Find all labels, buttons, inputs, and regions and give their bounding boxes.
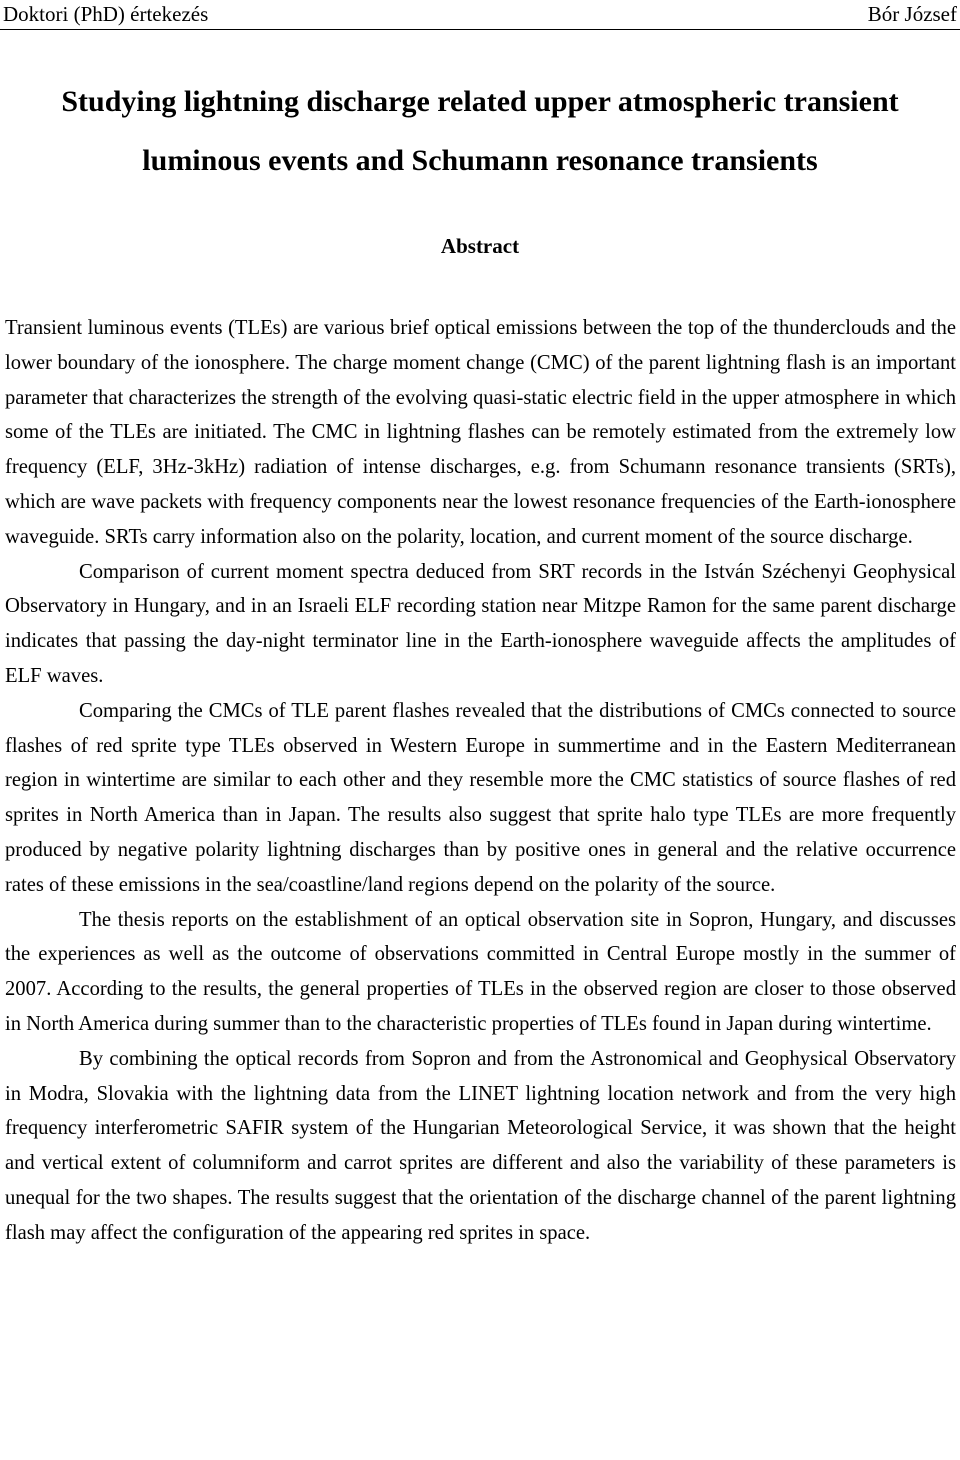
abstract-heading: Abstract [440, 234, 520, 258]
abstract-paragraph-2: Comparison of current moment spectra deduced from SRT records in the István Széchenyi Geophysical Observatory in Hungary, and in an Israeli ELF recording station near Mitzpe Ramon for the same parent discharge indicates that passing the day-night terminator line in the Earth-ionosphere waveguide affects the amplitudes of ELF waves. [5, 560, 956, 687]
abstract-paragraph-5: By combining the optical records from Sopron and from the Astronomical and Geophysical Observatory in Modra, Slovakia with the lightning data from the LINET lightning location network and from the very high frequency interferometric SAFIR system of the Hungarian Meteorological Service, it was shown that the height and vertical extent of columniform and carrot sprites are different and also the variability of these parameters is unequal for the two shapes. The results suggest that the orientation of the discharge channel of the parent lightning flash may affect the configuration of the appearing red sprites in space. [5, 1047, 956, 1244]
abstract-paragraph-1: Transient luminous events (TLEs) are various brief optical emissions between the top of the thunderclouds and the lower boundary of the ionosphere. The charge moment change (CMC) of the parent lightning flash is an important parameter that characterizes the strength of the evolving quasi-static electric field in the upper atmosphere in which some of the TLEs are initiated. The CMC in lightning flashes can be remotely estimated from the extremely low frequency (ELF, 3Hz-3kHz) radiation of intense discharges, e.g. from Schumann resonance transients (SRTs), which are wave packets with frequency components near the lowest resonance frequencies of the Earth-ionosphere waveguide. SRTs carry information also on the polarity, location, and current moment of the source discharge. [5, 317, 956, 548]
abstract-paragraph-3: Comparing the CMCs of TLE parent flashes revealed that the distributions of CMCs connected to source flashes of red sprite type TLEs observed in Western Europe in summertime and in the Eastern Mediterranean region in wintertime are similar to each other and they resemble more the CMC statistics of source flashes of red sprites in North America than in Japan. The results also suggest that sprite halo type TLEs are more frequently produced by negative polarity lightning discharges than by positive ones in general and the relative occurrence rates of these emissions in the sea/coastline/land regions depend on the polarity of the source. [5, 699, 956, 896]
document-title: Studying lightning discharge related upper atmospheric transient luminous events and Schumann resonance transients [61, 85, 899, 177]
header-thesis-type: Doktori (PhD) értekezés [3, 2, 209, 26]
abstract-paragraph-4: The thesis reports on the establishment of an optical observation site in Sopron, Hungary, and discusses the experiences as well as the outcome of observations committed in Central Europe mostly in the summer of 2007. According to the results, the general properties of TLEs in the observed region are closer to those observed in North America during summer than to the characteristic properties of TLEs found in Japan during wintertime. [5, 908, 956, 1035]
running-header [0, 0, 960, 30]
abstract-body [5, 311, 956, 1251]
header-author: Bór József [867, 2, 957, 26]
